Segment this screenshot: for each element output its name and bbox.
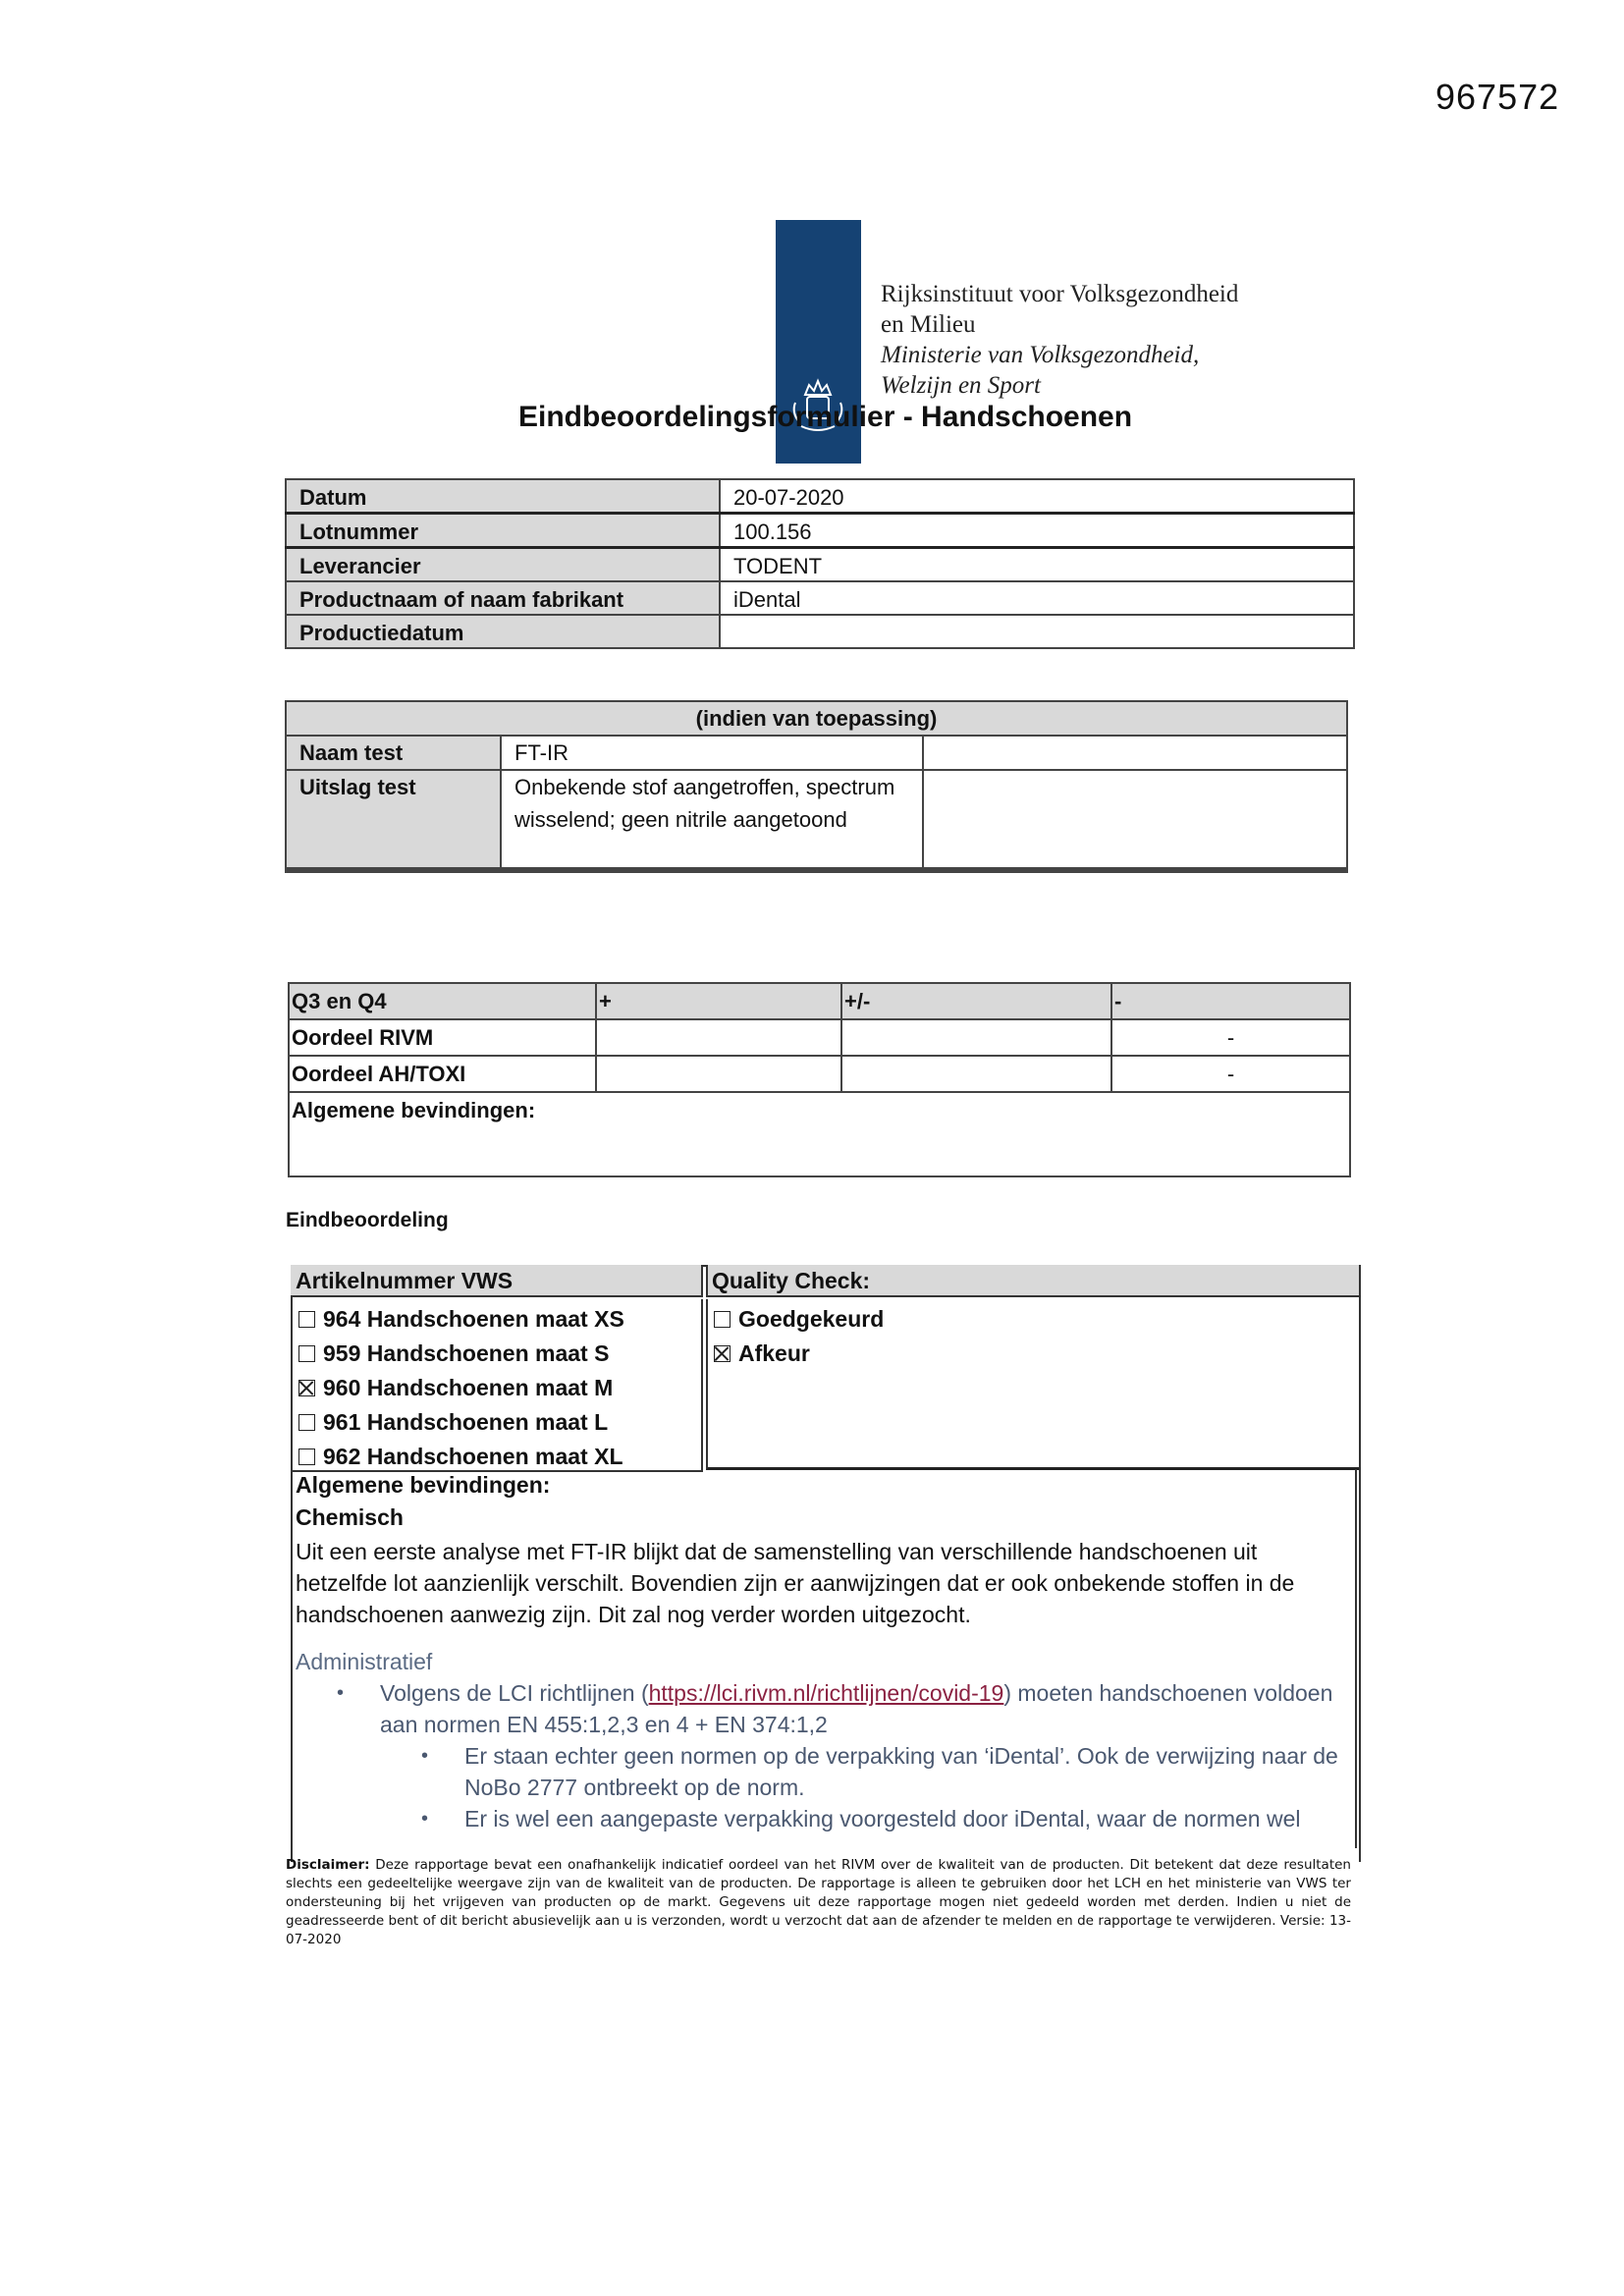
artikel-list — [291, 1299, 703, 1472]
checkbox-icon — [298, 1345, 315, 1362]
bullet-icon: • — [421, 1808, 429, 1830]
label-productnaam: Productnaam of naam fabrikant — [286, 581, 720, 615]
admin-sub-bullet: • Er staan echter geen normen op de verpakking van ‘iDental’. Ook de verwijzing naar de NoBo 2777 ontbreekt op de norm. — [296, 1740, 1355, 1803]
value-uitslag-test: Onbekende stof aangetroffen, spectrum wisselend; geen nitrile aangetoond — [501, 770, 923, 868]
q-findings-label: Algemene bevindingen: — [289, 1092, 1350, 1176]
artikel-item-964[interactable]: 964 Handschoenen maat XS — [298, 1304, 624, 1334]
label-lotnummer: Lotnummer — [286, 514, 720, 548]
admin-list — [296, 1677, 1355, 1834]
value-naam-test: FT-IR — [501, 736, 923, 770]
info-table — [285, 478, 1355, 649]
label-leverancier: Leverancier — [286, 548, 720, 582]
value-leverancier: TODENT — [720, 548, 1354, 582]
findings-heading: Algemene bevindingen: — [296, 1472, 551, 1498]
chem-heading: Chemisch — [296, 1504, 404, 1530]
eindbeoordeling-label: Eindbeoordeling — [286, 1209, 449, 1231]
label-productiedatum: Productiedatum — [286, 615, 720, 648]
artikelnummer-header: Artikelnummer VWS — [291, 1265, 703, 1297]
q-header-label: Q3 en Q4 — [289, 983, 596, 1019]
qc-goedgekeurd[interactable]: Goedgekeurd — [714, 1304, 884, 1334]
label-naam-test: Naam test — [286, 736, 501, 770]
label-oordeel-rivm: Oordeel RIVM — [289, 1019, 596, 1056]
checked-checkbox-icon — [298, 1380, 315, 1396]
admin-bullet: • Volgens de LCI richtlijnen (https://lci.rivm.nl/richtlijnen/covid-19) moeten handschoenen voldoen aan normen EN 455:1,2,3 en 4 + EN 374:1,2 — [296, 1677, 1355, 1740]
checkbox-icon — [714, 1311, 731, 1328]
q-header-minus: - — [1111, 983, 1350, 1019]
admin-heading: Administratief — [296, 1649, 433, 1674]
value-productiedatum — [720, 615, 1354, 648]
test-table-header: (indien van toepassing) — [286, 701, 1347, 736]
q-header-plus: + — [596, 983, 841, 1019]
q3q4-table — [288, 982, 1351, 1177]
value-lotnummer: 100.156 — [720, 514, 1354, 548]
quality-check-list — [706, 1299, 1359, 1470]
disclaimer: Disclaimer: Deze rapportage bevat een onafhankelijk indicatief oordeel van het RIVM over de kwaliteit van de producten. Dit betekent dat deze resultaten slechts een gedeeltelijke weergave zijn van de kwaliteit van de producten. De rapportage is alleen te gebruiken door het LCH en het ministerie van VWS ter ondersteuning bij het vrijgeven van producten op de markt. Gegevens uit deze rapportage mogen niet gedeeld worden met derden. Indien u niet de geadresseerde bent of dit bericht abusievelijk aan u is verzonden, wordt u verzocht dat aan de afzender te melden en de rapportage te verwijderen. Versie: 13-07-2020 — [286, 1857, 1351, 1947]
document-number: 967572 — [1435, 77, 1560, 117]
q-header-plusminus: +/- — [841, 983, 1111, 1019]
test-table — [285, 700, 1348, 873]
qc-afkeur[interactable]: Afkeur — [714, 1339, 810, 1368]
value-oordeel-rivm: - — [1111, 1019, 1350, 1056]
quality-check-header: Quality Check: — [706, 1265, 1359, 1297]
artikel-item-962[interactable]: 962 Handschoenen maat XL — [298, 1442, 623, 1471]
value-oordeel-ahtoxi: - — [1111, 1056, 1350, 1092]
checkbox-icon — [298, 1449, 315, 1465]
value-datum: 20-07-2020 — [720, 479, 1354, 514]
checkbox-icon — [298, 1311, 315, 1328]
bullet-icon: • — [421, 1745, 429, 1767]
findings-section — [291, 1469, 1357, 1848]
artikel-item-961[interactable]: 961 Handschoenen maat L — [298, 1407, 608, 1437]
institute-name: Rijksinstituut voor Volksgezondheid en Milieu Ministerie van Volksgezondheid, Welzijn en Sport — [881, 281, 1239, 399]
checkbox-icon — [298, 1414, 315, 1431]
label-uitslag-test: Uitslag test — [286, 770, 501, 868]
admin-sub-bullet: • Er is wel een aangepaste verpakking voorgesteld door iDental, waar de normen wel — [296, 1803, 1355, 1834]
bullet-icon: • — [337, 1682, 345, 1704]
checked-checkbox-icon — [714, 1345, 731, 1362]
label-datum: Datum — [286, 479, 720, 514]
artikel-item-960[interactable]: 960 Handschoenen maat M — [298, 1373, 613, 1402]
value-productnaam: iDental — [720, 581, 1354, 615]
artikel-item-959[interactable]: 959 Handschoenen maat S — [298, 1339, 609, 1368]
lci-link[interactable]: https://lci.rivm.nl/richtlijnen/covid-19 — [648, 1680, 1004, 1706]
page-title: Eindbeoordelingsformulier - Handschoenen — [518, 401, 1133, 433]
chem-text: Uit een eerste analyse met FT-IR blijkt dat de samenstelling van verschillende handschoenen uit hetzelfde lot aanzienlijk verschilt. Bovendien zijn er aanwijzingen dat er ook onbekende stoffen in de handschoenen aanwezig zijn. Dit zal nog verder worden uitgezocht. — [296, 1539, 1295, 1627]
label-oordeel-ahtoxi: Oordeel AH/TOXI — [289, 1056, 596, 1092]
